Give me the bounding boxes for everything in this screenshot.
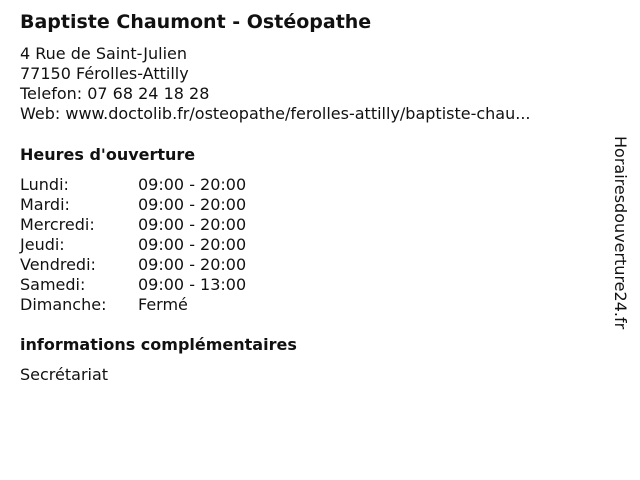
phone-number: Telefon: 07 68 24 18 28	[20, 84, 210, 103]
city-address: 77150 Férolles-Attilly	[20, 64, 189, 83]
day-label: Dimanche:	[20, 295, 107, 314]
time-value: Fermé	[138, 295, 188, 314]
street-address: 4 Rue de Saint-Julien	[20, 44, 188, 63]
day-label: Samedi:	[20, 275, 86, 294]
business-info	[20, 44, 531, 124]
time-value: 09:00 - 20:00	[138, 175, 247, 194]
day-label: Mercredi:	[20, 215, 95, 234]
time-value: 09:00 - 13:00	[138, 275, 247, 294]
business-title: Baptiste Chaumont - Ostéopathe	[20, 11, 372, 33]
day-label: Jeudi:	[20, 235, 65, 254]
hours-row-sunday	[20, 295, 246, 315]
day-label: Vendredi:	[20, 255, 96, 274]
site-brand-watermark: Horairesdouverture24.fr	[611, 136, 630, 330]
opening-hours-table	[20, 175, 246, 315]
opening-hours-heading: Heures d'ouverture	[20, 145, 196, 164]
website-link[interactable]: Web: www.doctolib.fr/osteopathe/ferolles-attilly/baptiste-chau...	[20, 104, 531, 123]
day-label: Mardi:	[20, 195, 70, 214]
day-label: Lundi:	[20, 175, 69, 194]
hours-row-saturday	[20, 275, 246, 295]
hours-row-wednesday	[20, 215, 246, 235]
additional-info-heading: informations complémentaires	[20, 335, 297, 354]
hours-row-monday	[20, 175, 246, 195]
additional-info-text: Secrétariat	[20, 365, 109, 384]
hours-row-tuesday	[20, 195, 246, 215]
time-value: 09:00 - 20:00	[138, 215, 247, 234]
hours-row-friday	[20, 255, 246, 275]
time-value: 09:00 - 20:00	[138, 235, 247, 254]
time-value: 09:00 - 20:00	[138, 195, 247, 214]
time-value: 09:00 - 20:00	[138, 255, 247, 274]
hours-row-thursday	[20, 235, 246, 255]
